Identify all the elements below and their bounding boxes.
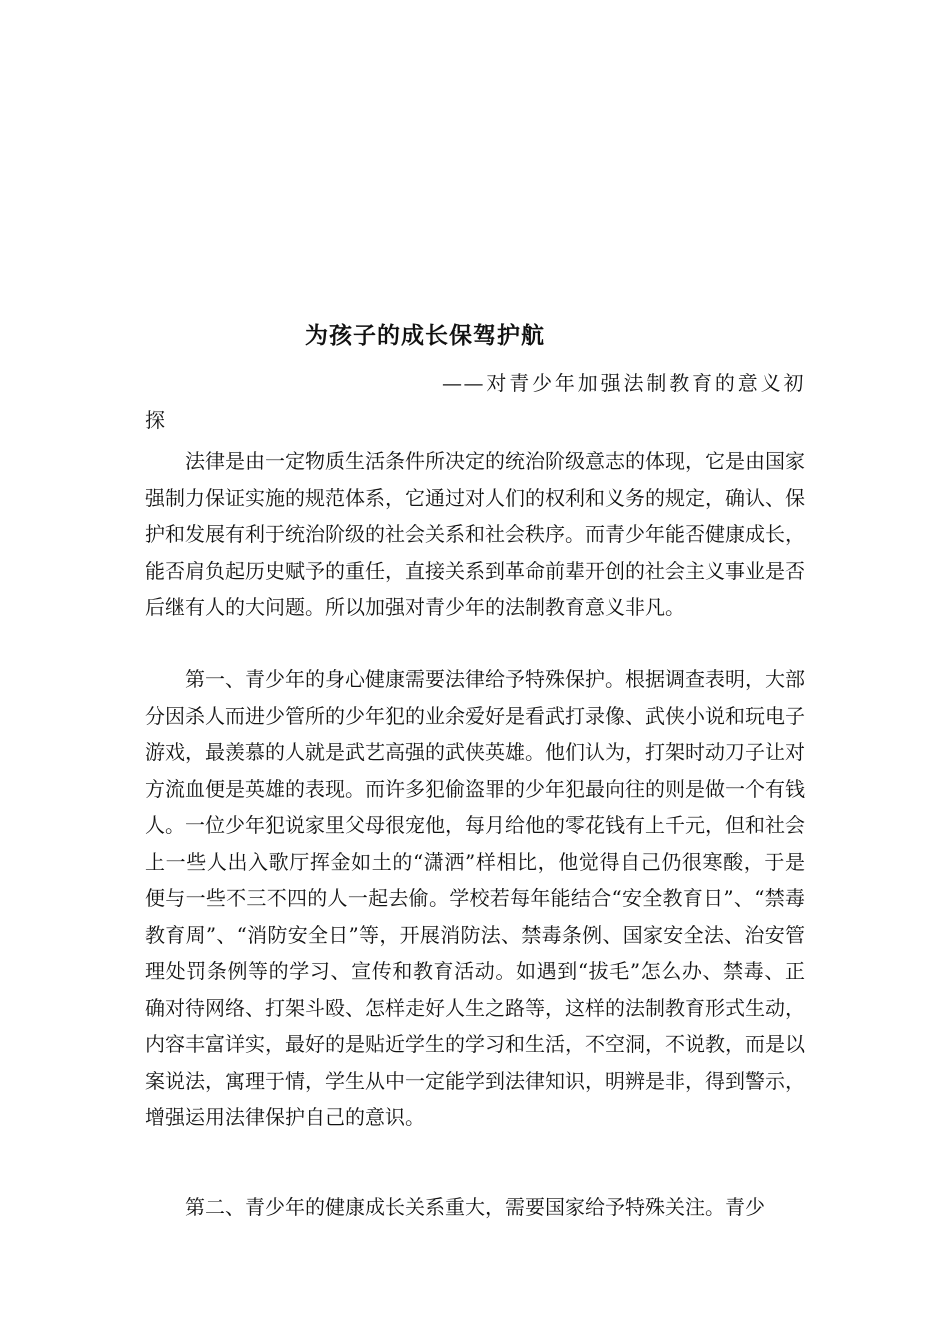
- paragraph-second-point: 第二、青少年的健康成长关系重大，需要国家给予特殊关注。青少: [185, 1195, 765, 1219]
- document-title: 为孩子的成长保驾护航: [305, 323, 545, 349]
- document-subtitle: ——对青少年加强法制教育的意义初探: [145, 371, 805, 432]
- paragraph-intro: 法律是由一定物质生活条件所决定的统治阶级意志的体现，它是由国家强制力保证实施的规范体系，它通过对人们的权利和义务的规定，确认、保护和发展有利于统治阶级的社会关系和社会秩序。而青少年能否健康成长，能否肩负起历史赋予的重任，直接关系到革命前辈开创的社会主义事业是否后继有人的大问题。所以加强对青少年的法制教育意义非凡。: [145, 449, 805, 619]
- paragraph-first-point: 第一、青少年的身心健康需要法律给予特殊保护。根据调查表明，大部分因杀人而进少管所的少年犯的业余爱好是看武打录像、武侠小说和玩电子游戏，最羡慕的人就是武艺高强的武侠英雄。他们认为，打架时动刀子让对方流血便是英雄的表现。而许多犯偷盗罪的少年犯最向往的则是做一个有钱人。一位少年犯说家里父母很宠他，每月给他的零花钱有上千元，但和社会上一些人出入歌厅挥金如土的“潇洒”样相比，他觉得自己仍很寒酸，于是便与一些不三不四的人一起去偷。学校若每年能结合“安全教育日”、“禁毒教育周”、“消防安全日”等，开展消防法、禁毒条例、国家安全法、治安管理处罚条例等的学习、宣传和教育活动。如遇到“拔毛”怎么办、禁毒、正确对待网络、打架斗殴、怎样走好人生之路等，这样的法制教育形式生动，内容丰富详实，最好的是贴近学生的学习和生活，不空洞，不说教，而是以案说法，寓理于情，学生从中一定能学到法律知识，明辨是非，得到警示，增强运用法律保护自己的意识。: [145, 667, 805, 1129]
